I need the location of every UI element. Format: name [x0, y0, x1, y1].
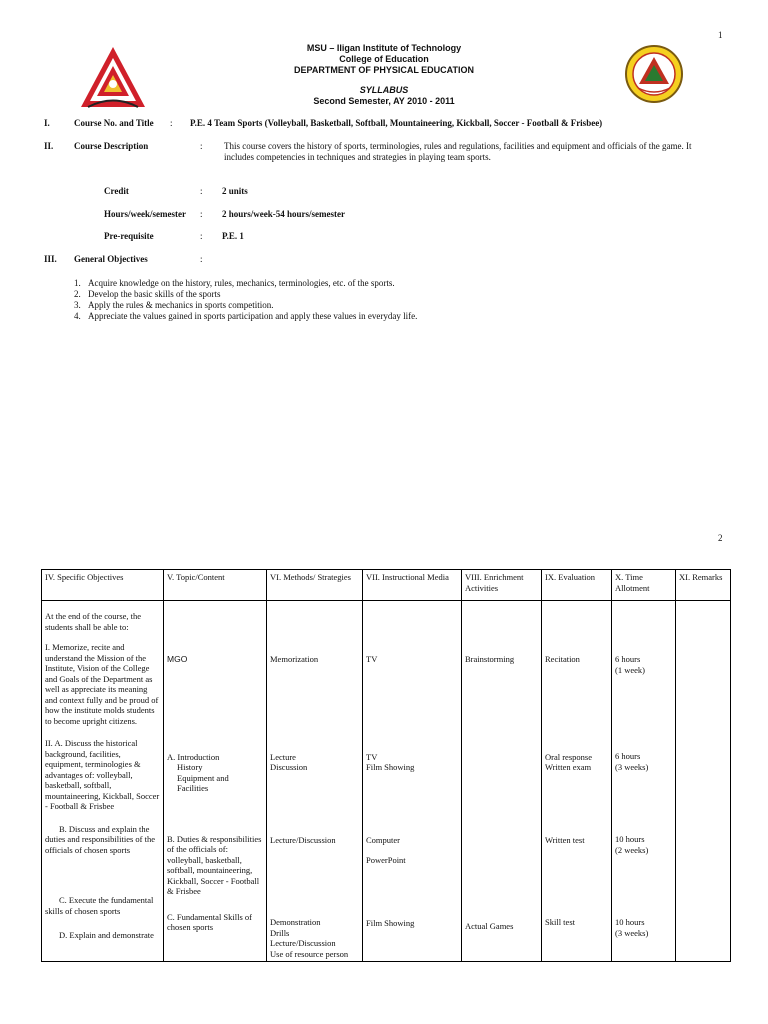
method-lecture: Lecture [270, 751, 296, 762]
methods-cell [267, 601, 363, 962]
time-row3-weeks: (2 weeks) [615, 844, 649, 855]
objective-ii-b: B. Discuss and explain the duties and responsibilities of the officials of chosen sports [45, 823, 156, 855]
enrichment-brainstorming: Brainstorming [465, 654, 515, 664]
topic-cell [164, 601, 267, 962]
section-iii-label: General Objectives [74, 254, 148, 264]
method-lecture-discussion-2: Lecture/Discussion [270, 938, 336, 948]
method-discussion: Discussion [270, 762, 308, 772]
section-ii-number: II. [44, 141, 54, 151]
eval-skill-test: Skill test [545, 917, 575, 927]
method-resource-person: Use of resource person [270, 948, 349, 959]
header-media: VII. Instructional Media [363, 570, 462, 601]
table-header-row [42, 570, 731, 601]
course-title: P.E. 4 Team Sports (Volleyball, Basketball, Softball, Mountaineering, Kickball, Soccer - Football & Frisbee) [190, 118, 603, 128]
topic-introduction: A. Introduction [167, 751, 220, 762]
syllabus-table [41, 569, 731, 962]
objectives-cell [42, 601, 164, 962]
objectives-intro: At the end of the course, the students shall be able to: [45, 611, 142, 632]
section-i-label: Course No. and Title [74, 118, 154, 128]
method-drills: Drills [270, 927, 290, 938]
method-demonstration: Demonstration [270, 917, 321, 927]
media-tv-2: TV [366, 751, 378, 762]
eval-written-exam: Written exam [545, 762, 592, 772]
enrichment-cell [462, 601, 542, 962]
time-row1-hours: 6 hours [615, 654, 641, 664]
time-row2-hours: 6 hours [615, 751, 641, 761]
header-evaluation: IX. Evaluation [542, 570, 612, 601]
time-cell [612, 601, 676, 962]
header-time-allotment: X. Time Allotment [612, 570, 676, 601]
evaluation-cell [542, 601, 612, 962]
header-department: DEPARTMENT OF PHYSICAL EDUCATION [293, 65, 474, 75]
media-powerpoint: PowerPoint [366, 855, 406, 865]
page-number-2: 2 [718, 533, 723, 543]
header-syllabus: SYLLABUS [359, 85, 409, 95]
topic-fundamental-skills: C. Fundamental Skills of chosen sports [167, 911, 252, 932]
enrichment-actual-games: Actual Games [465, 920, 514, 931]
table-row [42, 601, 731, 962]
media-computer: Computer [366, 834, 400, 845]
section-iii-colon: : [200, 254, 203, 264]
hours-colon: : [200, 209, 203, 219]
header-institute: MSU – Iligan Institute of Technology [306, 43, 462, 53]
hours-value: 2 hours/week-54 hours/semester [222, 209, 345, 219]
time-row1-weeks: (1 week) [615, 664, 645, 675]
objective-ii-a: II. A. Discuss the historical background, facilities, equipment, terminologies & advantages of: volleyball, basketball, softball, mountaineering, Kickball, Soccer - Football & Frisbee [45, 738, 160, 811]
section-ii-colon: : [200, 141, 203, 151]
prereq-colon: : [200, 231, 203, 241]
general-objectives-list [74, 278, 417, 322]
section-i-number: I. [44, 118, 50, 128]
eval-recitation: Recitation [545, 654, 580, 664]
objective-ii-c: C. Execute the fundamental skills of chosen sports [45, 895, 154, 916]
topic-history: History [177, 762, 203, 772]
time-row4-weeks: (3 weeks) [615, 927, 649, 938]
topic-facilities: Facilities [177, 783, 209, 793]
header-college: College of Education [339, 54, 429, 64]
prereq-value: P.E. 1 [222, 231, 244, 241]
method-memorization: Memorization [270, 654, 319, 664]
credit-value: 2 units [222, 186, 248, 196]
objective-item: 4. Appreciate the values gained in sports participation and apply these values in everyday life. [74, 311, 418, 321]
course-description: This course covers the history of sports, terminologies, rules and regulations, facilities and equipment and officials of the game. It includes competencies in techniques and strategies in playing team sports. [224, 141, 692, 162]
objective-item: 2. Develop the basic skills of the sports [74, 289, 221, 299]
eval-written-test: Written test [545, 834, 585, 845]
page-number-1: 1 [718, 30, 723, 40]
media-cell [363, 601, 462, 962]
hours-label: Hours/week/semester [104, 209, 186, 219]
topic-mgo: MGO [167, 654, 188, 664]
objective-ii-d: D. Explain and demonstrate [59, 930, 154, 940]
header-semester: Second Semester, AY 2010 - 2011 [313, 96, 455, 106]
media-film-showing-2: Film Showing [366, 917, 415, 928]
media-tv: TV [366, 654, 378, 664]
time-row3-hours: 10 hours [615, 834, 645, 844]
credit-colon: : [200, 186, 203, 196]
remarks-cell [676, 601, 731, 962]
section-iii-number: III. [44, 254, 57, 264]
objective-i: I. Memorize, recite and understand the Mission of the Institute, Vision of the College and Goals of the Department as well as appreciate its meaning and context fully and be proud of how the institute molds students to become upright citizens. [45, 642, 159, 726]
media-film-showing: Film Showing [366, 762, 415, 772]
topic-equipment: Equipment and [177, 772, 229, 783]
header-enrichment: VIII. Enrichment Activities [462, 570, 542, 601]
objective-item: 3. Apply the rules & mechanics in sports competition. [74, 300, 274, 310]
eval-oral-response: Oral response [545, 751, 592, 762]
method-lecture-discussion: Lecture/Discussion [270, 834, 336, 845]
header-topic-content: V. Topic/Content [164, 570, 267, 601]
objective-item: 1. Acquire knowledge on the history, rules, mechanics, terminologies, etc. of the sports. [74, 278, 395, 288]
section-ii-label: Course Description [74, 141, 149, 151]
time-row2-weeks: (3 weeks) [615, 761, 649, 772]
header-remarks: XI. Remarks [676, 570, 731, 601]
time-row4-hours: 10 hours [615, 917, 645, 927]
prereq-label: Pre-requisite [104, 231, 154, 241]
topic-duties: B. Duties & responsibilities of the officials of: volleyball, basketball, softball, mountaineering, Kickball, Soccer - Football & Frisbee [167, 833, 262, 896]
section-i-colon: : [170, 118, 173, 128]
header-specific-objectives: IV. Specific Objectives [42, 570, 164, 601]
credit-label: Credit [104, 186, 129, 196]
header-methods: VI. Methods/ Strategies [267, 570, 363, 601]
